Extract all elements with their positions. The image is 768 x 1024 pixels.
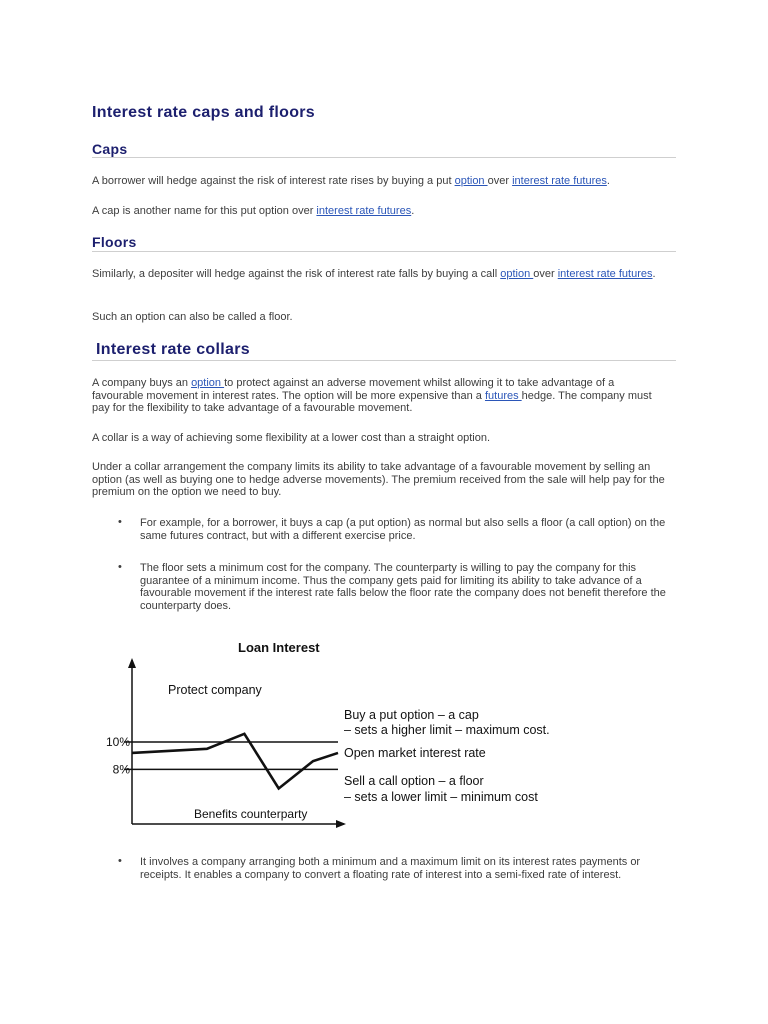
interest-rate-futures-link[interactable]: interest rate futures [316, 205, 412, 217]
bullet-item-1: For example, for a borrower, it buys a cap (a put option) as normal but also sells a floor (a call option) on the same futures contract, but with a different exercise price. [140, 517, 666, 542]
collars-divider [92, 360, 676, 361]
interest-rate-futures-link[interactable]: interest rate futures [557, 268, 653, 280]
cap-annotation-line-2: – sets a higher limit – maximum cost. [344, 723, 550, 737]
floors-paragraph-2: Such an option can also be called a floor. [92, 311, 293, 323]
option-link[interactable]: option [191, 377, 225, 389]
loan-interest-chart [90, 630, 570, 835]
benefits-counterparty-label: Benefits counterparty [194, 807, 308, 821]
collars-heading: Interest rate collars [96, 341, 250, 358]
floor-annotation-line-1: Sell a call option – a floor [344, 774, 484, 788]
caps-heading: Caps [92, 141, 128, 157]
collars-paragraph-3: Under a collar arrangement the company limits its ability to take advantage of a favourable movement by selling an option (as well as buying one to hedge adverse movements). The premium received from the sale will help pay for the premium on the option we need to buy. [92, 461, 665, 498]
floor-annotation-line-2: – sets a lower limit – minimum cost [344, 790, 538, 804]
cap-annotation-line-1: Buy a put option – a cap [344, 708, 479, 722]
caps-divider [92, 157, 676, 158]
interest-rate-futures-link[interactable]: interest rate futures [512, 175, 607, 187]
floors-paragraph-1: Similarly, a depositer will hedge against the risk of interest rate falls by buying a call option over interest rate futures. [92, 268, 656, 280]
futures-link[interactable]: futures [484, 389, 522, 402]
bullet-item-3: It involves a company arranging both a minimum and a maximum limit on its interest rates payments or receipts. It enables a company to convert a floating rate of interest into a semi-fixed rate of interest. [140, 856, 641, 881]
y-tick-label-8: 8% [112, 762, 130, 777]
bullet-marker: • [118, 516, 122, 528]
option-link[interactable]: option [500, 268, 534, 280]
bullet-marker: • [118, 855, 122, 867]
caps-paragraph-2: A cap is another name for this put option over interest rate futures. [92, 205, 415, 217]
bullet-item-2: The floor sets a minimum cost for the company. The counterparty is willing to pay the company for this guarantee of a minimum income. Thus the company gets paid for limiting its ability to take advance of a favourable movement if the interest rate falls below the floor rate the company does not benefit therefore the counterparty does. [140, 562, 666, 612]
collars-paragraph-2: A collar is a way of achieving some flexibility at a lower cost than a straight option. [92, 432, 491, 444]
protect-company-label: Protect company [168, 683, 262, 697]
bullet-marker: • [118, 561, 122, 573]
floors-divider [92, 251, 676, 252]
market-rate-label: Open market interest rate [344, 746, 486, 760]
collars-paragraph-1: A company buys an option to protect against an adverse movement whilst allowing it to take advantage of a favourable movement in interest rates. The option will be more expensive than a futures hedge. The company must pay for the flexibility to take advantage of a favourable movement. [92, 377, 652, 414]
floors-heading: Floors [92, 234, 137, 250]
option-link[interactable]: option [454, 175, 488, 187]
chart-title: Loan Interest [238, 640, 320, 655]
y-tick-label-10: 10% [105, 735, 130, 749]
page-title: Interest rate caps and floors [92, 104, 315, 121]
caps-paragraph-1: A borrower will hedge against the risk of interest rate rises by buying a put option over interest rate futures. [92, 175, 610, 187]
